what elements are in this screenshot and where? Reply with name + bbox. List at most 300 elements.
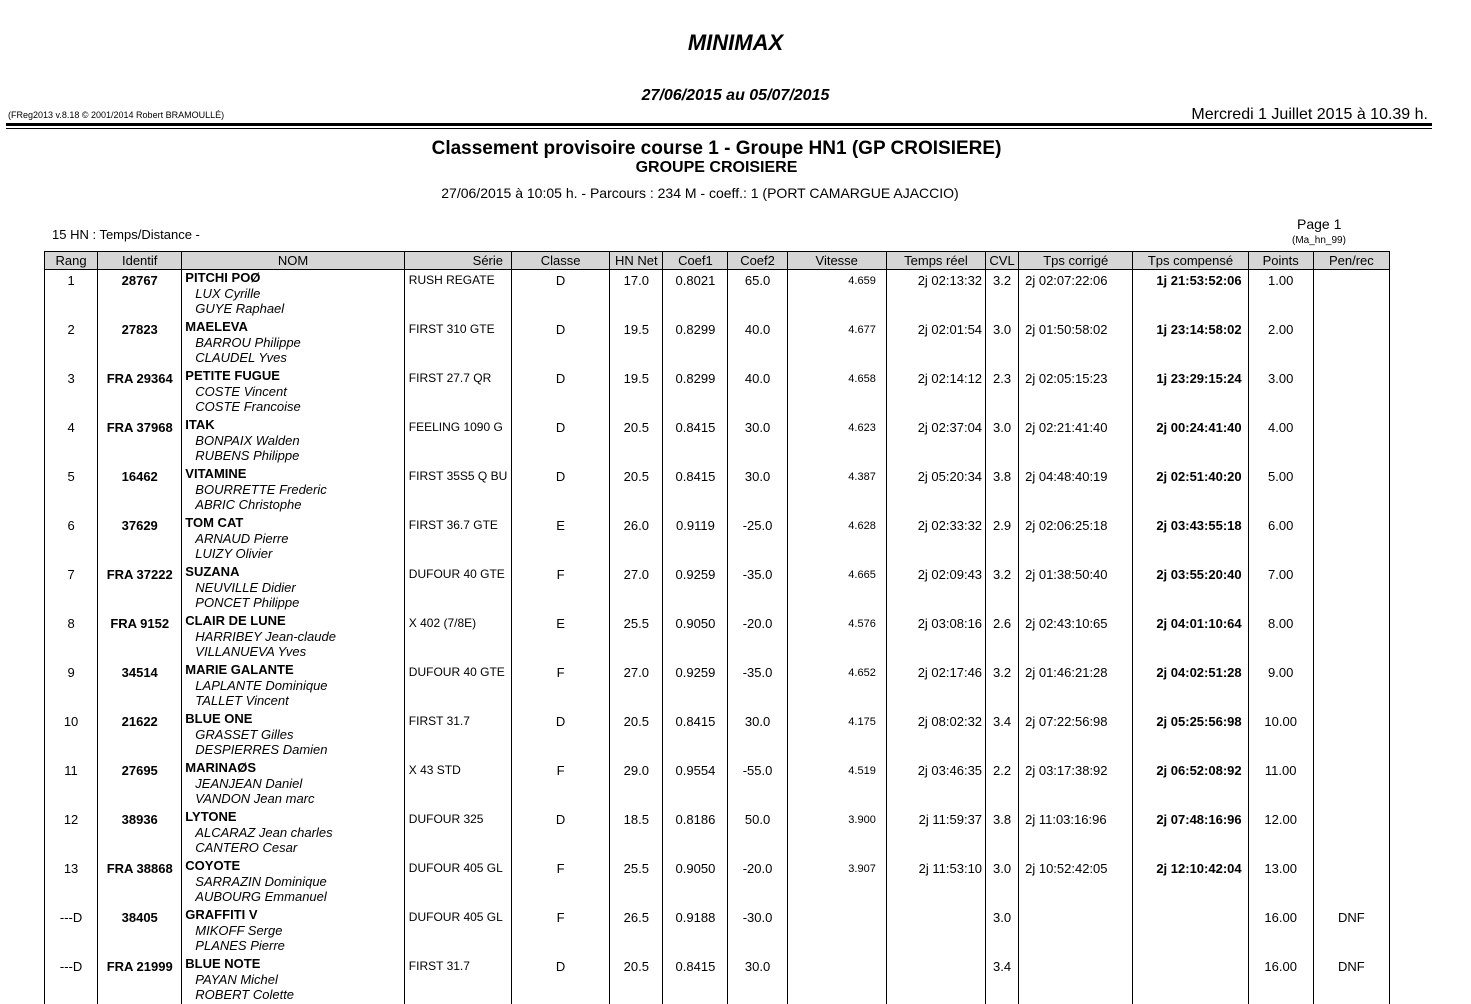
- cell-coef1: 0.8299: [663, 368, 728, 417]
- cell-tps-compense: 2j 07:48:16:96: [1133, 809, 1248, 858]
- crew-member: COSTE Vincent: [185, 384, 403, 400]
- cell-temps-reel: 2j 02:01:54: [886, 319, 985, 368]
- cell-nom: [182, 466, 404, 515]
- cell-classe: F: [512, 662, 610, 711]
- cell-identif: FRA 37222: [98, 564, 182, 613]
- cell-coef1: 0.8415: [663, 417, 728, 466]
- cell-classe: D: [512, 368, 610, 417]
- crew-member: GUYE Raphael: [185, 301, 403, 317]
- cell-points: 12.00: [1248, 809, 1313, 858]
- cell-coef2: -35.0: [728, 662, 787, 711]
- cell-coef2: 65.0: [728, 270, 787, 320]
- boat-name: SUZANA: [185, 564, 403, 580]
- cell-identif: 37629: [98, 515, 182, 564]
- cell-nom: [182, 270, 404, 320]
- cell-coef2: -30.0: [728, 907, 787, 956]
- cell-identif: 27823: [98, 319, 182, 368]
- cell-tps-compense: 2j 04:01:10:64: [1133, 613, 1248, 662]
- cell-serie: FEELING 1090 G: [404, 417, 511, 466]
- cell-coef2: -55.0: [728, 760, 787, 809]
- crew-member: ABRIC Christophe: [185, 497, 403, 513]
- cell-rang: 6: [45, 515, 98, 564]
- cell-hn-net: 19.5: [610, 319, 663, 368]
- boat-name: PETITE FUGUE: [185, 368, 403, 384]
- boat-name: BLUE ONE: [185, 711, 403, 727]
- col-cvl: CVL: [986, 252, 1019, 270]
- cell-hn-net: 20.5: [610, 417, 663, 466]
- cell-vitesse: 4.665: [787, 564, 886, 613]
- col-tps-corrige: Tps corrigé: [1019, 252, 1133, 270]
- table-row: [45, 760, 1390, 809]
- cell-rang: 11: [45, 760, 98, 809]
- table-row: [45, 662, 1390, 711]
- crew-member: BARROU Philippe: [185, 335, 403, 351]
- cell-vitesse: 4.677: [787, 319, 886, 368]
- cell-serie: DUFOUR 405 GL: [404, 858, 511, 907]
- crew-member: VANDON Jean marc: [185, 791, 403, 807]
- col-tps-compense: Tps compensé: [1133, 252, 1248, 270]
- boat-name: LYTONE: [185, 809, 403, 825]
- cell-vitesse: 3.907: [787, 858, 886, 907]
- cell-coef1: 0.9554: [663, 760, 728, 809]
- cell-serie: FIRST 310 GTE: [404, 319, 511, 368]
- cell-classe: F: [512, 858, 610, 907]
- cell-pen-rec: [1313, 515, 1389, 564]
- table-row: [45, 809, 1390, 858]
- cell-hn-net: 19.5: [610, 368, 663, 417]
- cell-cvl: 3.2: [986, 662, 1019, 711]
- cell-temps-reel: 2j 02:09:43: [886, 564, 985, 613]
- crew-member: AUBOURG Emmanuel: [185, 889, 403, 905]
- table-row: [45, 368, 1390, 417]
- col-classe: Classe: [512, 252, 610, 270]
- page-reference: (Ma_hn_99): [1292, 235, 1346, 246]
- col-nom: NOM: [182, 252, 404, 270]
- cell-points: 9.00: [1248, 662, 1313, 711]
- cell-temps-reel: 2j 02:14:12: [886, 368, 985, 417]
- cell-points: 16.00: [1248, 956, 1313, 1004]
- cell-cvl: 3.4: [986, 956, 1019, 1004]
- cell-coef2: 30.0: [728, 711, 787, 760]
- cell-tps-compense: 2j 05:25:56:98: [1133, 711, 1248, 760]
- cell-cvl: 3.0: [986, 417, 1019, 466]
- cell-tps-corrige: 2j 02:07:22:06: [1019, 270, 1133, 320]
- cell-rang: 9: [45, 662, 98, 711]
- crew-member: JEANJEAN Daniel: [185, 776, 403, 792]
- cell-identif: 21622: [98, 711, 182, 760]
- cell-classe: D: [512, 466, 610, 515]
- cell-points: 4.00: [1248, 417, 1313, 466]
- table-row: [45, 711, 1390, 760]
- race-info: 27/06/2015 à 10:05 h. - Parcours : 234 M - coeff.: 1 (PORT CAMARGUE AJACCIO): [0, 185, 1400, 201]
- cell-pen-rec: [1313, 564, 1389, 613]
- cell-temps-reel: 2j 11:59:37: [886, 809, 985, 858]
- cell-pen-rec: [1313, 662, 1389, 711]
- cell-identif: FRA 29364: [98, 368, 182, 417]
- table-row: [45, 907, 1390, 956]
- cell-tps-corrige: 2j 07:22:56:98: [1019, 711, 1133, 760]
- crew-member: LUX Cyrille: [185, 286, 403, 302]
- cell-pen-rec: [1313, 711, 1389, 760]
- cell-coef2: -20.0: [728, 613, 787, 662]
- cell-identif: 27695: [98, 760, 182, 809]
- cell-vitesse: [787, 907, 886, 956]
- cell-serie: FIRST 31.7: [404, 711, 511, 760]
- cell-vitesse: 3.900: [787, 809, 886, 858]
- cell-rang: 1: [45, 270, 98, 320]
- cell-hn-net: 20.5: [610, 466, 663, 515]
- boat-name: GRAFFITI V: [185, 907, 403, 923]
- cell-tps-compense: 2j 03:43:55:18: [1133, 515, 1248, 564]
- cell-pen-rec: [1313, 417, 1389, 466]
- event-dates: 27/06/2015 au 05/07/2015: [0, 87, 1471, 105]
- cell-coef1: 0.9119: [663, 515, 728, 564]
- cell-tps-corrige: 2j 02:43:10:65: [1019, 613, 1133, 662]
- cell-vitesse: 4.623: [787, 417, 886, 466]
- cell-coef1: 0.8415: [663, 466, 728, 515]
- cell-tps-compense: 2j 06:52:08:92: [1133, 760, 1248, 809]
- cell-nom: [182, 662, 404, 711]
- col-coef2: Coef2: [728, 252, 787, 270]
- cell-tps-compense: [1133, 907, 1248, 956]
- cell-tps-corrige: 2j 01:46:21:28: [1019, 662, 1133, 711]
- cell-hn-net: 17.0: [610, 270, 663, 320]
- crew-member: ARNAUD Pierre: [185, 531, 403, 547]
- cell-tps-corrige: 2j 01:50:58:02: [1019, 319, 1133, 368]
- cell-coef1: 0.9050: [663, 613, 728, 662]
- col-pen-rec: Pen/rec: [1313, 252, 1389, 270]
- cell-classe: E: [512, 515, 610, 564]
- cell-classe: F: [512, 760, 610, 809]
- cell-cvl: 2.6: [986, 613, 1019, 662]
- cell-temps-reel: 2j 03:08:16: [886, 613, 985, 662]
- cell-cvl: 3.8: [986, 809, 1019, 858]
- cell-cvl: 3.2: [986, 564, 1019, 613]
- print-date: Mercredi 1 Juillet 2015 à 10.39 h.: [1191, 106, 1428, 124]
- page-number: Page 1: [1297, 216, 1341, 232]
- cell-coef2: 50.0: [728, 809, 787, 858]
- crew-member: GRASSET Gilles: [185, 727, 403, 743]
- crew-member: CANTERO Cesar: [185, 840, 403, 856]
- cell-tps-corrige: 2j 01:38:50:40: [1019, 564, 1133, 613]
- cell-tps-compense: [1133, 956, 1248, 1004]
- cell-points: 3.00: [1248, 368, 1313, 417]
- cell-points: 5.00: [1248, 466, 1313, 515]
- boat-name: COYOTE: [185, 858, 403, 874]
- cell-vitesse: 4.659: [787, 270, 886, 320]
- cell-serie: FIRST 36.7 GTE: [404, 515, 511, 564]
- cell-temps-reel: 2j 02:33:32: [886, 515, 985, 564]
- cell-tps-compense: 2j 00:24:41:40: [1133, 417, 1248, 466]
- boat-name: MARINAØS: [185, 760, 403, 776]
- cell-temps-reel: 2j 05:20:34: [886, 466, 985, 515]
- boat-name: TOM CAT: [185, 515, 403, 531]
- cell-rang: ---D: [45, 907, 98, 956]
- cell-tps-compense: 1j 21:53:52:06: [1133, 270, 1248, 320]
- cell-points: 13.00: [1248, 858, 1313, 907]
- cell-pen-rec: DNF: [1313, 956, 1389, 1004]
- cell-temps-reel: [886, 956, 985, 1004]
- cell-coef1: 0.8415: [663, 711, 728, 760]
- cell-coef1: 0.8415: [663, 956, 728, 1004]
- cell-vitesse: [787, 956, 886, 1004]
- boat-name: MARIE GALANTE: [185, 662, 403, 678]
- cell-cvl: 3.0: [986, 858, 1019, 907]
- cell-nom: [182, 368, 404, 417]
- cell-vitesse: 4.387: [787, 466, 886, 515]
- cell-classe: F: [512, 564, 610, 613]
- table-row: [45, 466, 1390, 515]
- crew-member: LAPLANTE Dominique: [185, 678, 403, 694]
- cell-identif: 28767: [98, 270, 182, 320]
- cell-coef1: 0.8021: [663, 270, 728, 320]
- cell-hn-net: 27.0: [610, 662, 663, 711]
- header-rule-thick: [6, 123, 1432, 126]
- col-serie: Série: [404, 252, 511, 270]
- cell-hn-net: 25.5: [610, 858, 663, 907]
- cell-serie: FIRST 35S5 Q BU: [404, 466, 511, 515]
- cell-nom: [182, 417, 404, 466]
- crew-member: MIKOFF Serge: [185, 923, 403, 939]
- cell-rang: 8: [45, 613, 98, 662]
- cell-serie: DUFOUR 405 GL: [404, 907, 511, 956]
- cell-serie: FIRST 31.7: [404, 956, 511, 1004]
- cell-hn-net: 18.5: [610, 809, 663, 858]
- boat-name: PITCHI POØ: [185, 270, 403, 286]
- cell-tps-corrige: 2j 02:06:25:18: [1019, 515, 1133, 564]
- cell-classe: D: [512, 270, 610, 320]
- cell-nom: [182, 956, 404, 1004]
- crew-member: PAYAN Michel: [185, 972, 403, 988]
- cell-tps-compense: 1j 23:14:58:02: [1133, 319, 1248, 368]
- cell-rang: 3: [45, 368, 98, 417]
- cell-tps-corrige: 2j 10:52:42:05: [1019, 858, 1133, 907]
- cell-coef2: -35.0: [728, 564, 787, 613]
- table-row: [45, 858, 1390, 907]
- col-coef1: Coef1: [663, 252, 728, 270]
- cell-hn-net: 20.5: [610, 956, 663, 1004]
- cell-serie: FIRST 27.7 QR: [404, 368, 511, 417]
- table-row: [45, 270, 1390, 320]
- cell-cvl: 3.4: [986, 711, 1019, 760]
- cell-coef1: 0.8299: [663, 319, 728, 368]
- cell-tps-compense: 1j 23:29:15:24: [1133, 368, 1248, 417]
- cell-points: 7.00: [1248, 564, 1313, 613]
- cell-pen-rec: [1313, 368, 1389, 417]
- cell-rang: ---D: [45, 956, 98, 1004]
- cell-rang: 2: [45, 319, 98, 368]
- table-row: [45, 956, 1390, 1004]
- cell-classe: F: [512, 907, 610, 956]
- cell-tps-corrige: 2j 11:03:16:96: [1019, 809, 1133, 858]
- crew-member: HARRIBEY Jean-claude: [185, 629, 403, 645]
- cell-serie: X 43 STD: [404, 760, 511, 809]
- crew-member: SARRAZIN Dominique: [185, 874, 403, 890]
- cell-nom: [182, 809, 404, 858]
- results-table: [44, 251, 1390, 1004]
- cell-points: 10.00: [1248, 711, 1313, 760]
- cell-temps-reel: 2j 11:53:10: [886, 858, 985, 907]
- cell-nom: [182, 613, 404, 662]
- cell-vitesse: 4.576: [787, 613, 886, 662]
- col-points: Points: [1248, 252, 1313, 270]
- cell-coef1: 0.9259: [663, 564, 728, 613]
- cell-rang: 5: [45, 466, 98, 515]
- cell-coef2: -25.0: [728, 515, 787, 564]
- cell-vitesse: 4.628: [787, 515, 886, 564]
- cell-tps-corrige: [1019, 956, 1133, 1004]
- cell-coef2: 40.0: [728, 368, 787, 417]
- cell-tps-corrige: 2j 03:17:38:92: [1019, 760, 1133, 809]
- boat-name: CLAIR DE LUNE: [185, 613, 403, 629]
- boat-name: ITAK: [185, 417, 403, 433]
- cell-hn-net: 25.5: [610, 613, 663, 662]
- cell-tps-corrige: 2j 04:48:40:19: [1019, 466, 1133, 515]
- table-header-row: [45, 252, 1390, 270]
- cell-temps-reel: [886, 907, 985, 956]
- cell-nom: [182, 711, 404, 760]
- table-row: [45, 417, 1390, 466]
- cell-tps-compense: 2j 12:10:42:04: [1133, 858, 1248, 907]
- cell-serie: RUSH REGATE: [404, 270, 511, 320]
- cell-coef2: 30.0: [728, 956, 787, 1004]
- header-rule-thin: [6, 128, 1432, 129]
- cell-coef1: 0.8186: [663, 809, 728, 858]
- cell-nom: [182, 858, 404, 907]
- cell-identif: FRA 21999: [98, 956, 182, 1004]
- crew-member: COSTE Francoise: [185, 399, 403, 415]
- cell-cvl: 2.9: [986, 515, 1019, 564]
- document-title: MINIMAX: [0, 30, 1471, 56]
- crew-member: PLANES Pierre: [185, 938, 403, 954]
- cell-temps-reel: 2j 02:37:04: [886, 417, 985, 466]
- cell-vitesse: 4.519: [787, 760, 886, 809]
- ranking-heading: Classement provisoire course 1 - Groupe HN1 (GP CROISIERE): [0, 138, 1433, 160]
- cell-serie: DUFOUR 40 GTE: [404, 662, 511, 711]
- cell-pen-rec: [1313, 858, 1389, 907]
- boat-name: VITAMINE: [185, 466, 403, 482]
- cell-cvl: 3.2: [986, 270, 1019, 320]
- cell-tps-compense: 2j 04:02:51:28: [1133, 662, 1248, 711]
- crew-member: BOURRETTE Frederic: [185, 482, 403, 498]
- cell-coef2: -20.0: [728, 858, 787, 907]
- cell-rang: 13: [45, 858, 98, 907]
- software-credit: (FReg2013 v.8.18 © 2001/2014 Robert BRAMOULLÉ): [8, 110, 224, 120]
- cell-identif: 38405: [98, 907, 182, 956]
- cell-nom: [182, 564, 404, 613]
- crew-member: RUBENS Philippe: [185, 448, 403, 464]
- col-hn-net: HN Net: [610, 252, 663, 270]
- col-identif: Identif: [98, 252, 182, 270]
- cell-points: 8.00: [1248, 613, 1313, 662]
- cell-classe: E: [512, 613, 610, 662]
- crew-member: NEUVILLE Didier: [185, 580, 403, 596]
- group-subheading: GROUPE CROISIERE: [0, 159, 1433, 177]
- cell-hn-net: 26.0: [610, 515, 663, 564]
- cell-pen-rec: [1313, 466, 1389, 515]
- cell-cvl: 3.0: [986, 907, 1019, 956]
- crew-member: TALLET Vincent: [185, 693, 403, 709]
- cell-classe: D: [512, 956, 610, 1004]
- cell-classe: D: [512, 711, 610, 760]
- col-rang: Rang: [45, 252, 98, 270]
- crew-member: PONCET Philippe: [185, 595, 403, 611]
- cell-coef2: 30.0: [728, 417, 787, 466]
- cell-classe: D: [512, 319, 610, 368]
- cell-hn-net: 20.5: [610, 711, 663, 760]
- crew-member: ROBERT Colette: [185, 987, 403, 1003]
- cell-identif: 38936: [98, 809, 182, 858]
- boat-name: BLUE NOTE: [185, 956, 403, 972]
- cell-nom: [182, 515, 404, 564]
- results-body: [45, 270, 1390, 1004]
- cell-temps-reel: 2j 02:13:32: [886, 270, 985, 320]
- cell-tps-corrige: [1019, 907, 1133, 956]
- crew-member: VILLANUEVA Yves: [185, 644, 403, 660]
- cell-points: 16.00: [1248, 907, 1313, 956]
- col-vitesse: Vitesse: [787, 252, 886, 270]
- cell-serie: DUFOUR 40 GTE: [404, 564, 511, 613]
- cell-serie: DUFOUR 325: [404, 809, 511, 858]
- crew-member: BONPAIX Walden: [185, 433, 403, 449]
- cell-vitesse: 4.652: [787, 662, 886, 711]
- cell-identif: FRA 38868: [98, 858, 182, 907]
- cell-cvl: 3.8: [986, 466, 1019, 515]
- cell-points: 1.00: [1248, 270, 1313, 320]
- cell-identif: 34514: [98, 662, 182, 711]
- cell-temps-reel: 2j 03:46:35: [886, 760, 985, 809]
- cell-coef2: 30.0: [728, 466, 787, 515]
- cell-cvl: 3.0: [986, 319, 1019, 368]
- cell-hn-net: 26.5: [610, 907, 663, 956]
- cell-identif: FRA 9152: [98, 613, 182, 662]
- cell-cvl: 2.3: [986, 368, 1019, 417]
- cell-nom: [182, 907, 404, 956]
- cell-cvl: 2.2: [986, 760, 1019, 809]
- crew-member: LUIZY Olivier: [185, 546, 403, 562]
- table-row: [45, 613, 1390, 662]
- cell-pen-rec: [1313, 319, 1389, 368]
- cell-pen-rec: [1313, 270, 1389, 320]
- cell-coef2: 40.0: [728, 319, 787, 368]
- cell-serie: X 402 (7/8E): [404, 613, 511, 662]
- crew-member: CLAUDEL Yves: [185, 350, 403, 366]
- cell-nom: [182, 760, 404, 809]
- table-row: [45, 319, 1390, 368]
- cell-rang: 10: [45, 711, 98, 760]
- cell-rang: 4: [45, 417, 98, 466]
- table-row: [45, 564, 1390, 613]
- cell-rang: 7: [45, 564, 98, 613]
- cell-tps-corrige: 2j 02:21:41:40: [1019, 417, 1133, 466]
- cell-temps-reel: 2j 08:02:32: [886, 711, 985, 760]
- scoring-method: 15 HN : Temps/Distance -: [52, 227, 200, 242]
- boat-name: MAELEVA: [185, 319, 403, 335]
- crew-member: ALCARAZ Jean charles: [185, 825, 403, 841]
- table-row: [45, 515, 1390, 564]
- cell-tps-compense: 2j 02:51:40:20: [1133, 466, 1248, 515]
- cell-points: 2.00: [1248, 319, 1313, 368]
- cell-points: 11.00: [1248, 760, 1313, 809]
- cell-pen-rec: DNF: [1313, 907, 1389, 956]
- cell-coef1: 0.9259: [663, 662, 728, 711]
- cell-nom: [182, 319, 404, 368]
- cell-identif: FRA 37968: [98, 417, 182, 466]
- cell-tps-corrige: 2j 02:05:15:23: [1019, 368, 1133, 417]
- cell-classe: D: [512, 417, 610, 466]
- crew-member: DESPIERRES Damien: [185, 742, 403, 758]
- cell-hn-net: 27.0: [610, 564, 663, 613]
